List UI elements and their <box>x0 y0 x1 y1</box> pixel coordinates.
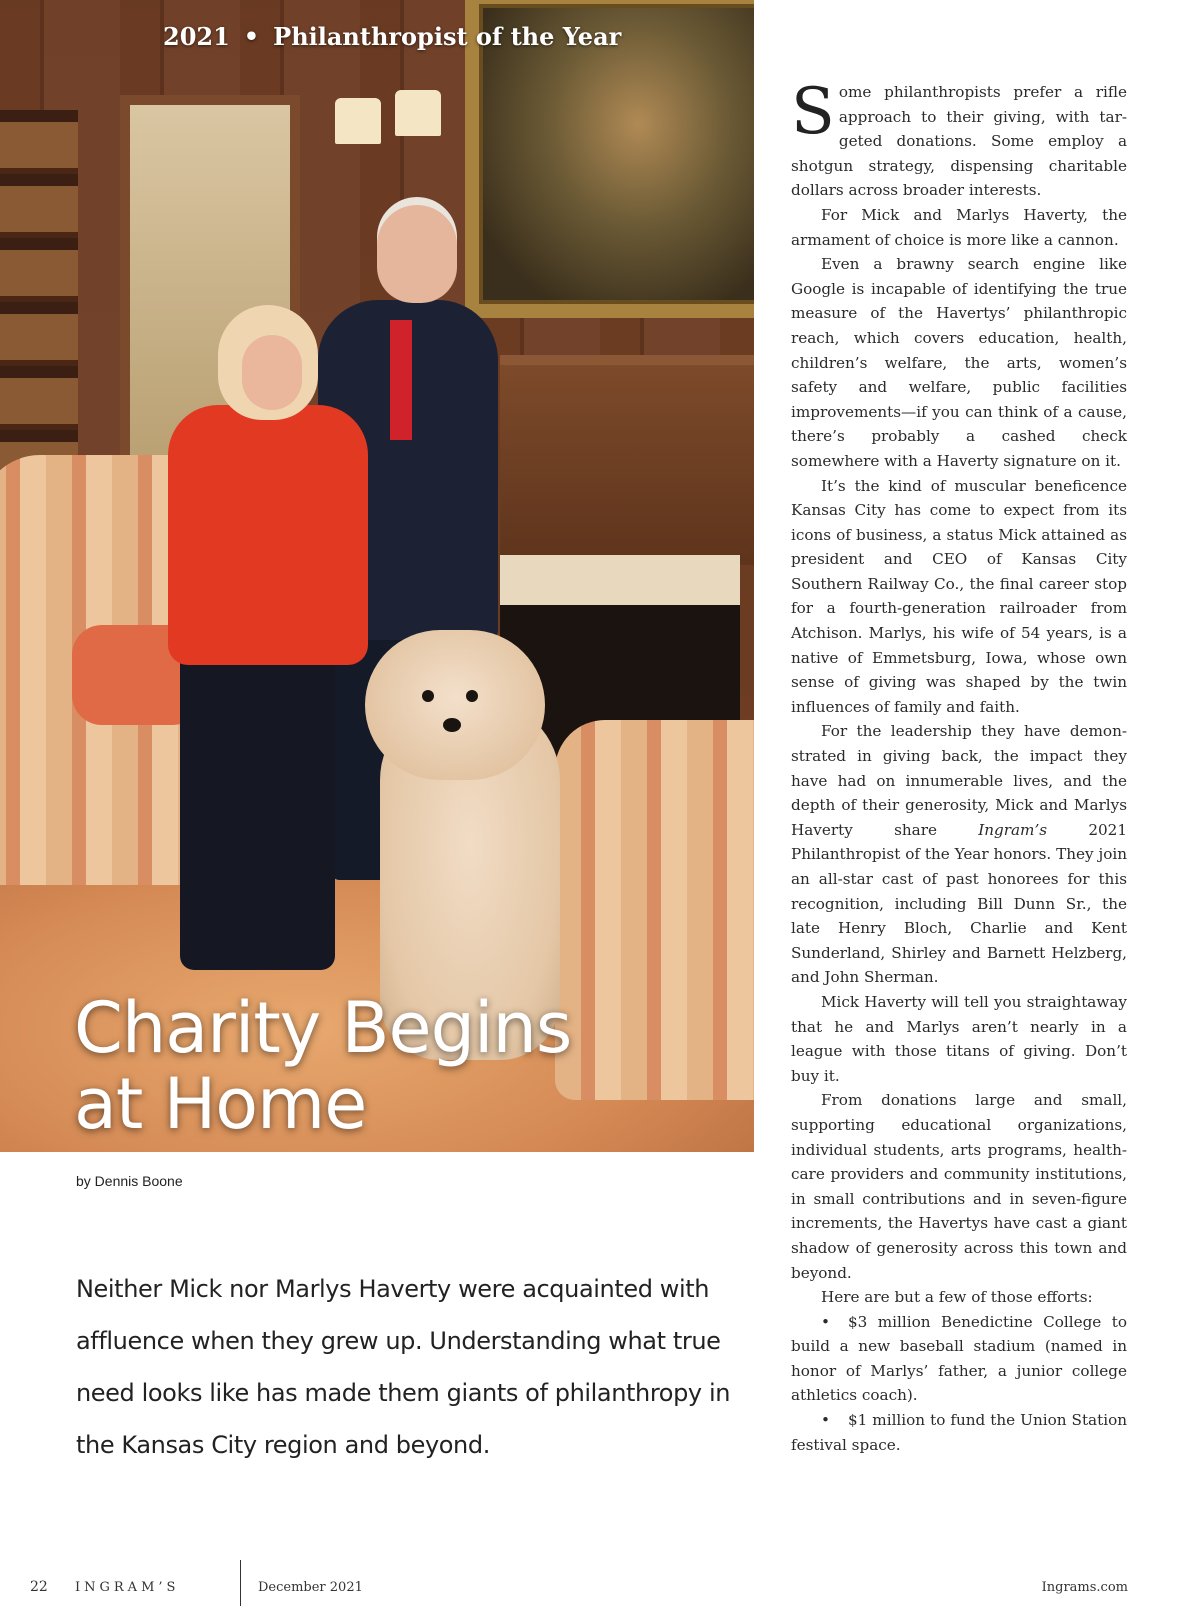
issue-date: December 2021 <box>258 1580 363 1595</box>
body-paragraph: For Mick and Marlys Haverty, the armament of choice is more like a cannon. <box>791 205 1127 249</box>
sconce-lamp-shade <box>395 90 441 136</box>
body-text: For the leadership they have demonstrated in giving back, the impact they have had on innumerable lives, and the depth of their generosity, Mick and Marlys Haverty share <box>791 722 1127 839</box>
dog-eye <box>422 690 434 702</box>
man-head <box>377 205 457 303</box>
fireplace-mantel <box>500 355 754 565</box>
publication-name: INGRAM’S <box>75 1580 180 1595</box>
website-link[interactable]: Ingrams.com <box>1041 1580 1128 1595</box>
body-paragraph: It’s the kind of muscular beneficence Kansas City has come to expect from its icons of business, a status Mick attained as president and CEO of Kansas City Southern Railway Co., the final career stop for a fourth-generation railroader from Atchison. Marlys, his wife of 54 years, is a native of Emmetsburg, Iowa, whose own sense of giving was shaped by the twin influences of family and faith. <box>791 476 1127 716</box>
publication-name-italic: Ingram’s <box>978 820 1048 839</box>
body-paragraph: Mick Haverty will tell you straightaway that he and Marlys aren’t nearly in a league with those titans of giving. Don’t buy it. <box>791 992 1127 1085</box>
byline: by Dennis Boone <box>76 1173 183 1189</box>
body-text: 2021 Philanthropist of the Year honors. They join an all-star cast of past honorees for this recognition, including Bill Dunn Sr., the late Henry Bloch, Charlie and Kent Sunderland, Shirley and Barnett Helzberg, and John Sherman. <box>791 820 1127 987</box>
body-paragraph <box>791 75 1127 203</box>
article-body <box>791 75 1127 1457</box>
woman-red-jacket <box>168 405 368 665</box>
woman-legs <box>180 650 335 970</box>
bullet-item <box>791 1310 1127 1408</box>
bullet-text: $1 million to fund the Union Station festival space. <box>791 1411 1127 1454</box>
kicker-year: 2021 <box>163 22 230 51</box>
dog-eye <box>466 690 478 702</box>
body-paragraph-text: ome philanthropists prefer a rifle approach to their giving, with targeted donations. Some employ a shotgun strategy, dispensing charitable dollars across broader interests. <box>791 83 1127 200</box>
woman-face <box>242 335 302 410</box>
body-paragraph: From donations large and small, supporting educational organizations, individual students, arts programs, health-care providers and community institutions, in small contributions and in seven-figure increments, the Havertys have cast a giant shadow of generosity across this town and beyond. <box>791 1091 1127 1282</box>
article-deck: Neither Mick nor Marlys Haverty were acquainted with affluence when they grew up. Understanding what true need looks like has made them giants of philanthropy in the Kansas City region and beyond. <box>76 1275 731 1459</box>
body-paragraph: Here are but a few of those efforts: <box>821 1288 1093 1307</box>
headline-line-1: Charity Begins <box>74 987 572 1069</box>
drop-cap: S <box>791 75 835 149</box>
dog-head <box>365 630 545 780</box>
kicker-separator: • <box>243 22 260 51</box>
article-headline <box>74 987 734 1145</box>
body-paragraph <box>791 719 1127 990</box>
section-kicker <box>163 22 621 51</box>
page-number: 22 <box>30 1579 48 1595</box>
kicker-section: Philanthropist of the Year <box>273 22 622 51</box>
bullet-text: $3 million Benedictine College to build a new baseball stadium (named in honor of Marlys’ father, a junior college athletics coach). <box>791 1312 1127 1405</box>
bullet-item <box>791 1408 1127 1457</box>
dog-nose <box>443 718 461 732</box>
bullet-marker: • <box>821 1411 830 1430</box>
footer-divider <box>240 1560 241 1606</box>
body-paragraph: Even a brawny search engine like Google is incapable of identifying the true measure of the Havertys’ philanthropic reach, which covers education, health, children’s welfare, the arts, women’s safety and welfare, public facilities improvements—if you can think of a cause, there’s probably a cashed check somewhere with a Haverty signature on it. <box>791 255 1127 470</box>
bullet-marker: • <box>821 1312 830 1331</box>
headline-line-2: at Home <box>74 1063 367 1145</box>
cover-photo <box>0 0 754 1152</box>
sconce-lamp-shade <box>335 98 381 144</box>
man-red-tie <box>390 320 412 440</box>
